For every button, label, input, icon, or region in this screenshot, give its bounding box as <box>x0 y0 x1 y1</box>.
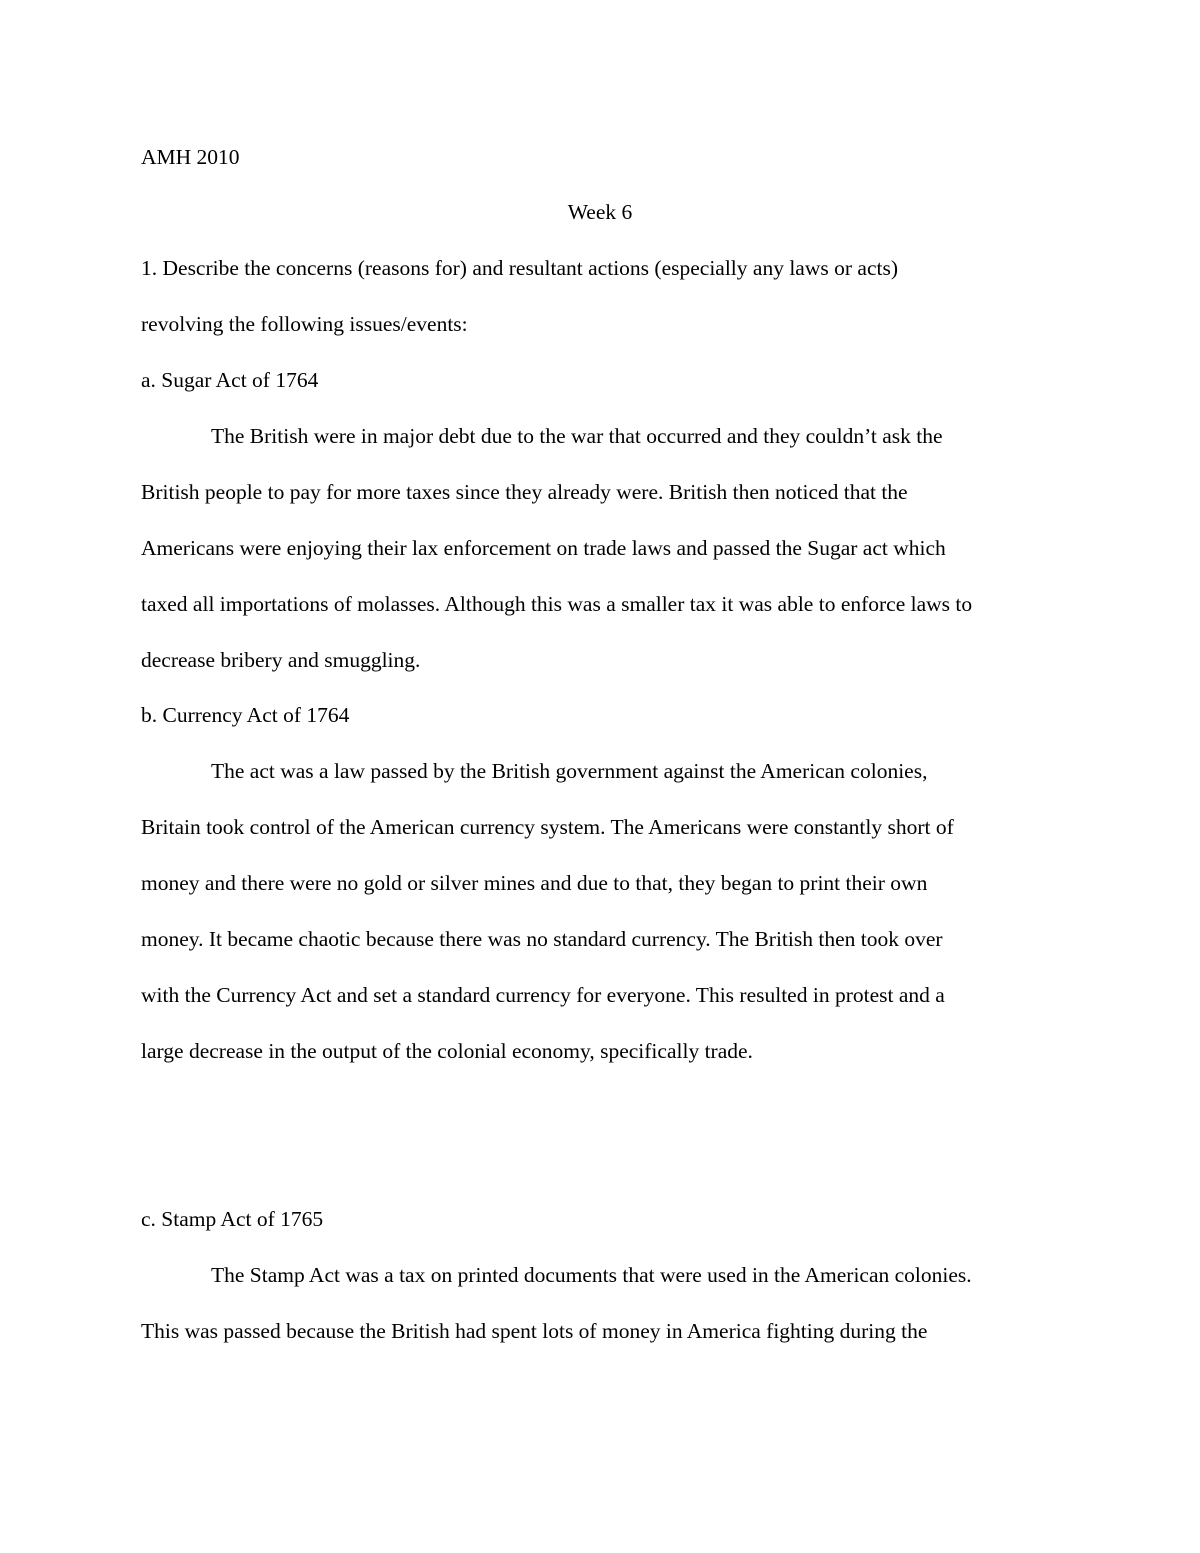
section-heading-stamp-act: c. Stamp Act of 1765 <box>141 1207 324 1231</box>
section-heading-sugar-act: a. Sugar Act of 1764 <box>141 368 319 392</box>
paragraph-line: decrease bribery and smuggling. <box>141 648 421 672</box>
paragraph-line: This was passed because the British had spent lots of money in America fighting during the <box>141 1319 928 1343</box>
course-code: AMH 2010 <box>141 145 240 169</box>
paragraph-line: Britain took control of the American currency system. The Americans were constantly short of <box>141 815 954 839</box>
paragraph-line: The act was a law passed by the British government against the American colonies, <box>211 759 928 783</box>
paragraph-line: money and there were no gold or silver mines and due to that, they began to print their own <box>141 871 928 895</box>
paragraph-line: money. It became chaotic because there was no standard currency. The British then took over <box>141 927 943 951</box>
paragraph-line: Americans were enjoying their lax enforcement on trade laws and passed the Sugar act which <box>141 536 946 560</box>
paragraph-line: The British were in major debt due to the war that occurred and they couldn’t ask the <box>211 424 943 448</box>
question-line: revolving the following issues/events: <box>141 312 468 336</box>
question-line: 1. Describe the concerns (reasons for) and resultant actions (especially any laws or acts) <box>141 256 898 280</box>
paragraph-line: taxed all importations of molasses. Although this was a smaller tax it was able to enforce laws to <box>141 592 973 616</box>
page-title: Week 6 <box>567 200 633 224</box>
paragraph-line: British people to pay for more taxes since they already were. British then noticed that the <box>141 480 908 504</box>
paragraph-line: with the Currency Act and set a standard currency for everyone. This resulted in protest and a <box>141 983 945 1007</box>
paragraph-line: large decrease in the output of the colonial economy, specifically trade. <box>141 1039 753 1063</box>
section-heading-currency-act: b. Currency Act of 1764 <box>141 703 350 727</box>
paragraph-line: The Stamp Act was a tax on printed documents that were used in the American colonies. <box>211 1263 972 1287</box>
